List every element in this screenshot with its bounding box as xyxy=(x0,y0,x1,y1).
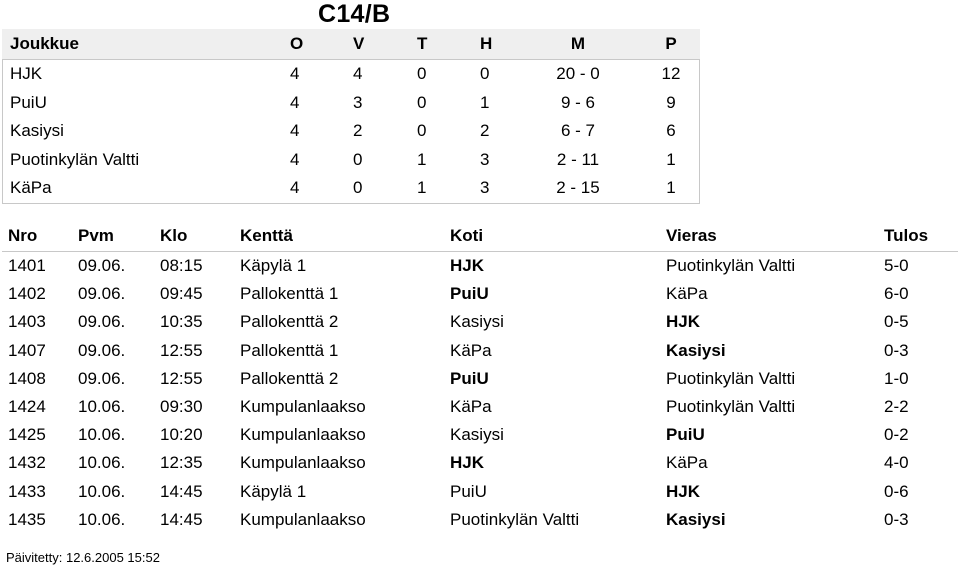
match-cell-kentta: Käpylä 1 xyxy=(240,256,307,275)
match-cell-kentta: Pallokenttä 1 xyxy=(240,340,339,360)
match-cell-tulos: 0-2 xyxy=(884,425,909,445)
match-cell-vieras: Puotinkylän Valtti xyxy=(666,256,796,275)
match-cell-pvm: 09.06. xyxy=(78,368,126,388)
match-cell-tulos: 0-5 xyxy=(884,312,909,332)
standings-cell-team: KäPa xyxy=(10,178,52,197)
standings-cell-m: 2 - 15 xyxy=(556,178,600,197)
match-cell-koti: PuiU xyxy=(450,368,489,388)
header-result: Tulos xyxy=(884,226,929,245)
standings-cell-o: 4 xyxy=(290,92,300,112)
match-cell-pvm: 09.06. xyxy=(78,284,126,304)
standings-cell-team: HJK xyxy=(10,64,43,83)
header-away: Vieras xyxy=(666,226,717,245)
match-row xyxy=(2,393,958,421)
standings-cell-m: 2 - 11 xyxy=(556,149,600,169)
match-cell-tulos: 1-0 xyxy=(884,368,909,388)
match-cell-pvm: 09.06. xyxy=(78,312,126,332)
match-row xyxy=(2,337,958,365)
match-cell-tulos: 4-0 xyxy=(884,453,909,473)
match-row xyxy=(2,252,958,280)
match-cell-pvm: 10.06. xyxy=(78,481,126,501)
match-cell-koti: HJK xyxy=(450,256,485,275)
standings-row xyxy=(2,146,960,174)
match-cell-koti: PuiU xyxy=(450,481,487,501)
match-cell-kentta: Kumpulanlaakso xyxy=(240,453,366,473)
match-cell-tulos: 6-0 xyxy=(884,284,909,304)
header-team: Joukkue xyxy=(10,34,79,53)
match-row xyxy=(2,478,958,506)
match-cell-nro: 1407 xyxy=(8,340,46,360)
standings-cell-p: 9 xyxy=(666,92,676,112)
page-title: C14/B xyxy=(318,0,391,28)
match-cell-klo: 14:45 xyxy=(160,481,203,501)
match-cell-klo: 12:55 xyxy=(160,368,203,388)
match-cell-klo: 08:15 xyxy=(160,256,203,275)
standings-cell-t: 1 xyxy=(417,178,427,197)
match-cell-kentta: Pallokenttä 1 xyxy=(240,284,339,304)
match-row xyxy=(2,280,958,308)
match-cell-vieras: HJK xyxy=(666,312,701,332)
match-cell-vieras: Puotinkylän Valtti xyxy=(666,397,796,416)
match-cell-tulos: 5-0 xyxy=(884,256,909,275)
match-cell-koti: Kasiysi xyxy=(450,312,504,332)
matches-header xyxy=(2,221,958,252)
standings-cell-team: Kasiysi xyxy=(10,121,64,140)
match-cell-nro: 1403 xyxy=(8,312,46,332)
match-cell-nro: 1425 xyxy=(8,425,46,445)
match-cell-tulos: 0-3 xyxy=(884,340,909,360)
match-cell-nro: 1401 xyxy=(8,256,46,275)
match-cell-vieras: Puotinkylän Valtti xyxy=(666,368,796,388)
standings-cell-p: 6 xyxy=(666,121,676,140)
match-cell-kentta: Kumpulanlaakso xyxy=(240,397,366,416)
header-losses: H xyxy=(480,34,493,53)
match-cell-vieras: PuiU xyxy=(666,425,705,445)
standings-cell-t: 0 xyxy=(417,121,427,140)
match-row xyxy=(2,449,958,477)
match-cell-koti: Puotinkylän Valtti xyxy=(450,509,580,529)
standings-cell-p: 1 xyxy=(666,178,676,197)
standings-cell-o: 4 xyxy=(290,178,300,197)
updated-timestamp: Päivitetty: 12.6.2005 15:52 xyxy=(6,550,160,565)
match-row xyxy=(2,421,958,449)
match-cell-klo: 12:55 xyxy=(160,340,203,360)
match-cell-nro: 1424 xyxy=(8,397,46,416)
match-cell-pvm: 09.06. xyxy=(78,340,126,360)
match-cell-nro: 1433 xyxy=(8,481,46,501)
match-cell-klo: 09:30 xyxy=(160,397,203,416)
standings-cell-h: 3 xyxy=(480,149,490,169)
header-goals: M xyxy=(570,34,586,53)
match-cell-kentta: Pallokenttä 2 xyxy=(240,368,339,388)
header-date: Pvm xyxy=(78,226,114,245)
standings-cell-o: 4 xyxy=(290,149,300,169)
standings-cell-t: 1 xyxy=(417,149,427,169)
match-cell-pvm: 10.06. xyxy=(78,425,126,445)
header-nro: Nro xyxy=(8,226,38,245)
standings-cell-team: PuiU xyxy=(10,92,47,112)
match-cell-vieras: KäPa xyxy=(666,453,708,473)
match-cell-koti: HJK xyxy=(450,453,485,473)
match-cell-nro: 1408 xyxy=(8,368,46,388)
standings-cell-o: 4 xyxy=(290,121,300,140)
standings-cell-p: 1 xyxy=(666,149,676,169)
header-played: O xyxy=(290,34,304,53)
match-cell-nro: 1432 xyxy=(8,453,46,473)
match-cell-tulos: 0-6 xyxy=(884,481,909,501)
match-cell-pvm: 09.06. xyxy=(78,256,126,275)
match-cell-koti: PuiU xyxy=(450,284,489,304)
match-cell-vieras: KäPa xyxy=(666,284,708,304)
standings-row xyxy=(2,60,960,88)
standings-cell-m: 9 - 6 xyxy=(560,92,596,112)
match-cell-kentta: Pallokenttä 2 xyxy=(240,312,339,332)
standings-cell-m: 20 - 0 xyxy=(556,64,600,83)
header-field: Kenttä xyxy=(240,226,293,245)
match-row xyxy=(2,308,958,336)
standings-row xyxy=(2,174,960,202)
match-cell-klo: 09:45 xyxy=(160,284,203,304)
match-cell-kentta: Käpylä 1 xyxy=(240,481,307,501)
standings-cell-v: 3 xyxy=(353,92,363,112)
match-row xyxy=(2,365,958,393)
match-cell-pvm: 10.06. xyxy=(78,397,126,416)
match-cell-tulos: 2-2 xyxy=(884,397,909,416)
match-cell-pvm: 10.06. xyxy=(78,453,126,473)
match-cell-koti: KäPa xyxy=(450,340,492,360)
standings-cell-v: 4 xyxy=(353,64,363,83)
match-cell-koti: KäPa xyxy=(450,397,492,416)
header-points: P xyxy=(665,34,677,53)
match-cell-kentta: Kumpulanlaakso xyxy=(240,425,366,445)
header-home: Koti xyxy=(450,226,484,245)
standings-cell-v: 0 xyxy=(353,149,363,169)
match-row xyxy=(2,506,958,534)
standings-cell-h: 3 xyxy=(480,178,490,197)
match-cell-klo: 10:20 xyxy=(160,425,203,445)
match-cell-vieras: Kasiysi xyxy=(666,340,726,360)
standings-cell-team: Puotinkylän Valtti xyxy=(10,149,140,169)
standings-cell-p: 12 xyxy=(661,64,681,83)
standings-row xyxy=(2,89,960,117)
standings-cell-m: 6 - 7 xyxy=(560,121,596,140)
match-cell-pvm: 10.06. xyxy=(78,509,126,529)
match-cell-klo: 10:35 xyxy=(160,312,203,332)
standings-cell-t: 0 xyxy=(417,64,427,83)
header-wins: V xyxy=(353,34,365,53)
standings-cell-v: 0 xyxy=(353,178,363,197)
header-time: Klo xyxy=(160,226,188,245)
standings-cell-h: 0 xyxy=(480,64,490,83)
match-cell-klo: 12:35 xyxy=(160,453,203,473)
match-cell-nro: 1435 xyxy=(8,509,46,529)
standings-cell-o: 4 xyxy=(290,64,300,83)
match-cell-tulos: 0-3 xyxy=(884,509,909,529)
match-cell-nro: 1402 xyxy=(8,284,46,304)
header-draws: T xyxy=(417,34,428,53)
standings-cell-h: 1 xyxy=(480,92,490,112)
standings-header xyxy=(2,29,700,60)
standings-cell-h: 2 xyxy=(480,121,490,140)
standings-cell-v: 2 xyxy=(353,121,363,140)
match-cell-klo: 14:45 xyxy=(160,509,203,529)
match-cell-vieras: Kasiysi xyxy=(666,509,726,529)
standings-cell-t: 0 xyxy=(417,92,427,112)
match-cell-kentta: Kumpulanlaakso xyxy=(240,509,366,529)
match-cell-vieras: HJK xyxy=(666,481,701,501)
match-cell-koti: Kasiysi xyxy=(450,425,504,445)
standings-row xyxy=(2,117,960,145)
